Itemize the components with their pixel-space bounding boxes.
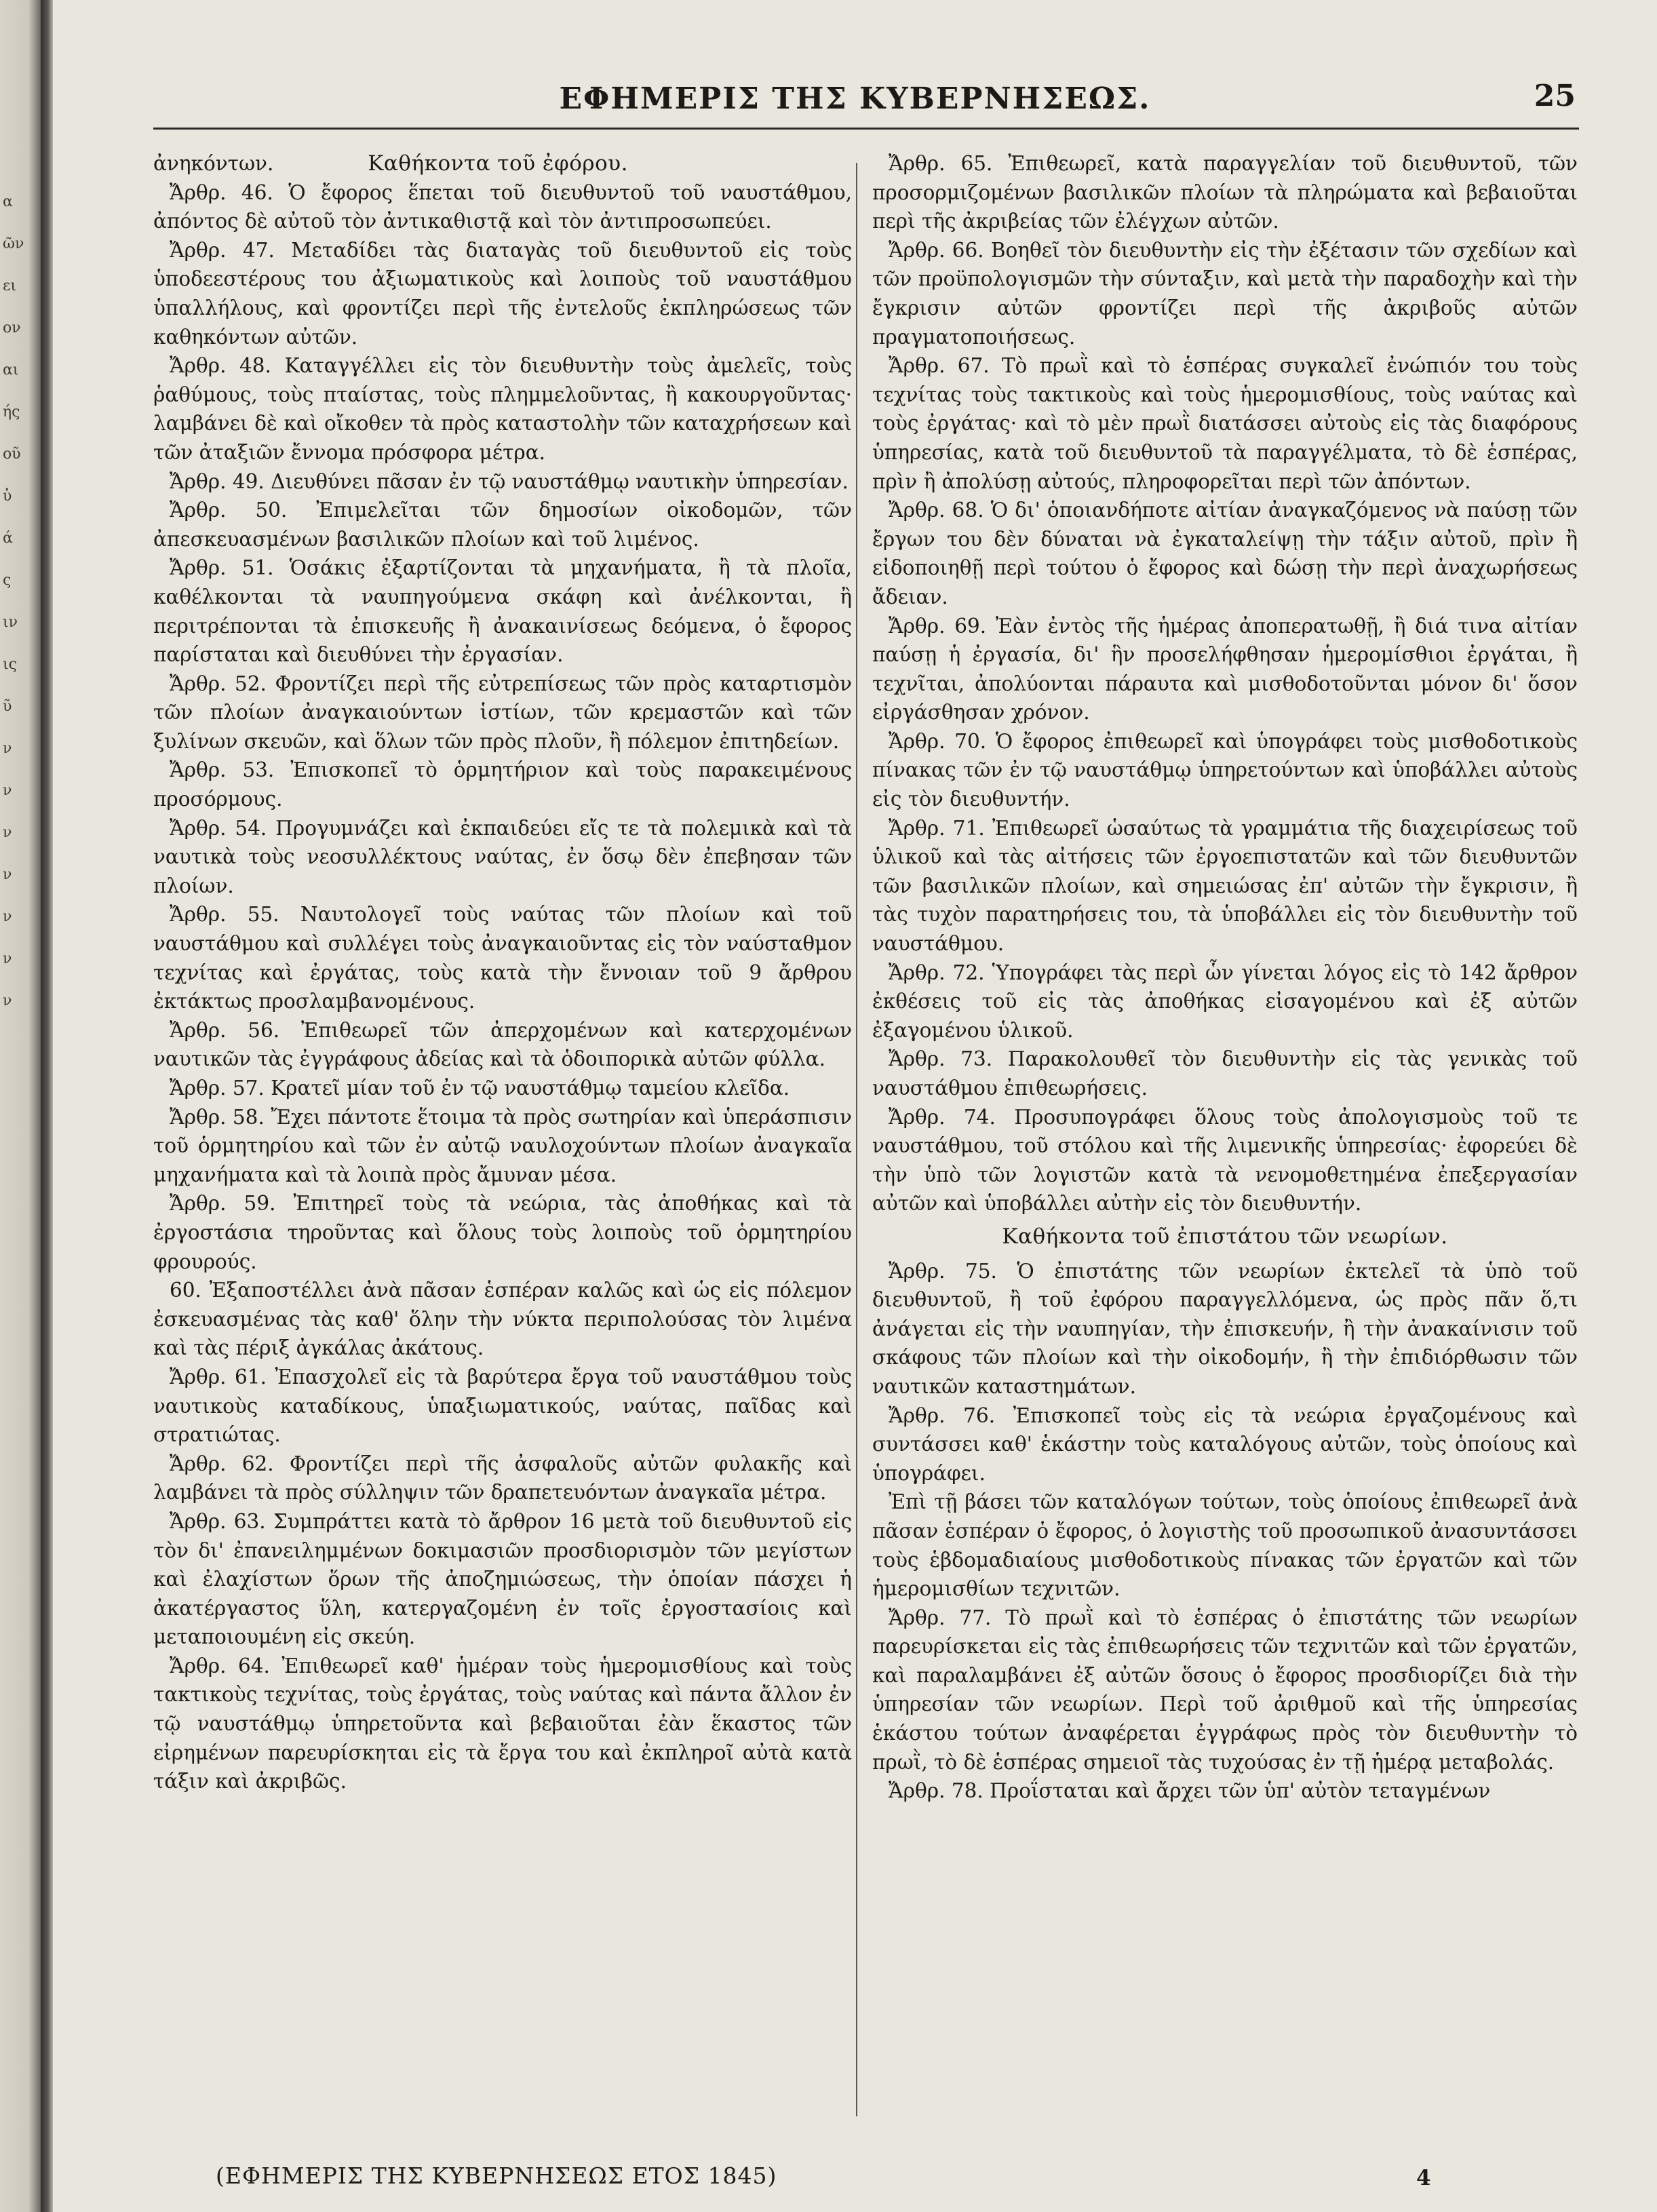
previous-page-fragment: ν xyxy=(3,950,12,967)
left-articles xyxy=(153,178,852,1796)
previous-page-fragment: ς xyxy=(3,572,12,589)
previous-page-fragment: αι xyxy=(3,362,19,379)
article-paragraph: Ἄρθρ. 49. Διευθύνει πᾶσαν ἐν τῷ ναυστάθμῳ ναυτικὴν ὑπηρεσίαν. xyxy=(170,469,849,493)
article-paragraph: Ἄρθρ. 70. Ὁ ἔφορος ἐπιθεωρεῖ καὶ ὑπογράφει τοὺς μισθοδοτικοὺς πίνακας τῶν ἐν τῷ ναυστάθμῳ ὑπηρετούντων καὶ ὑποβάλλει αὐτοὺς εἰς τὸν διευθυντήν. xyxy=(872,729,1578,811)
article-paragraph: Ἄρθρ. 68. Ὁ δι' ὁποιανδήποτε αἰτίαν ἀναγκαζόμενος νὰ παύσῃ τῶν ἔργων του δὲν δύναται νὰ ἐγκαταλείψῃ τὴν τάξιν αὐτοῦ, πρὶν ἢ εἰδοποιηθῇ περὶ τούτου ὁ ἔφορος καὶ δώσῃ τὴν περὶ ἀναχωρήσεως ἄδειαν. xyxy=(872,499,1578,608)
article-paragraph: Ἄρθρ. 69. Ἐὰν ἐντὸς τῆς ἡμέρας ἀποπερατωθῇ, ἢ διά τινα αἰτίαν παύσῃ ἡ ἐργασία, δι' ἣν προσελήφθησαν ἡμερομίσθιοι ἐργάται, ἢ τεχνῖται, ἀπολύονται πάραυτα καὶ μισθοδοτοῦνται μόνον δι' ὅσον εἰργάσθησαν χρόνον. xyxy=(872,614,1578,724)
right-articles-a xyxy=(872,149,1578,1218)
previous-page-fragment: ῦ xyxy=(3,698,12,715)
gazette-page xyxy=(53,0,1657,2212)
article-paragraph: Ἄρθρ. 58. Ἔχει πάντοτε ἕτοιμα τὰ πρὸς σωτηρίαν καὶ ὑπεράσπισιν τοῦ ὁρμητηρίου καὶ τῶν ἐν αὐτῷ ναυλοχούντων πλοίων ἀναγκαῖα μηχανήματα καὶ τὰ λοιπὰ πρὸς ἄμυναν μέσα. xyxy=(153,1105,852,1186)
article-paragraph: Ἄρθρ. 62. Φροντίζει περὶ τῆς ἀσφαλοῦς αὐτῶν φυλακῆς καὶ λαμβάνει τὰ πρὸς σύλληψιν τῶν δραπετευόντων ἀναγκαῖα μέτρα. xyxy=(153,1452,852,1505)
previous-page-fragment: α xyxy=(3,193,13,210)
article-paragraph: Ἄρθρ. 63. Συμπράττει κατὰ τὸ ἄρθρον 16 μετὰ τοῦ διευθυντοῦ εἰς τὸν δι' ἐπανειλημμένων δοκιμασιῶν προσδιορισμὸν τῶν μεγίστων καὶ ἐλαχίστων ὅρων τῆς ἀποζημιώσεως, τὴν ὁποίαν πάσχει ἡ ἀκατέργαστος ὕλη, κατεργαζομένη ἐν τοῖς ἐργοστασίοις καὶ μεταποιουμένη εἰς σκεύη. xyxy=(153,1509,852,1649)
article-paragraph: Ἄρθρ. 46. Ὁ ἔφορος ἕπεται τοῦ διευθυντοῦ τοῦ ναυστάθμου, ἀπόντος δὲ αὐτοῦ τὸν ἀντικαθιστᾷ καὶ τὸν ἀντιπροσωπεύει. xyxy=(153,180,852,233)
book-spine xyxy=(41,0,53,2212)
previous-page-fragment: ιν xyxy=(3,614,18,631)
previous-page-fragment: ν xyxy=(3,992,12,1009)
article-paragraph: Ἄρθρ. 54. Προγυμνάζει καὶ ἐκπαιδεύει εἴς τε τὰ πολεμικὰ καὶ τὰ ναυτικὰ τοὺς νεοσυλλέκτους ναύτας, ἐν ὅσῳ δὲν ἐπεβησαν τῶν πλοίων. xyxy=(153,816,852,897)
page-number: 25 xyxy=(1534,79,1576,113)
previous-page-fragment: ά xyxy=(3,530,13,547)
column-divider xyxy=(856,163,857,2116)
article-paragraph: Ἄρθρ. 75. Ὁ ἐπιστάτης τῶν νεωρίων ἐκτελεῖ τὰ ὑπὸ τοῦ διευθυντοῦ, ἢ τοῦ ἐφόρου παραγγελλόμενα, ὡς πρὸς πᾶν ὅ,τι ἀνάγεται εἰς τὴν ναυπηγίαν, τὴν ἐπισκευήν, ἢ τὴν ἀνακαίνισιν τοῦ σκάφους τῶν πλοίων καὶ τὴν οἰκοδομήν, ἢ τὴν ἐπιδιόρθωσιν τῶν ναυτικῶν καταστημάτων. xyxy=(872,1259,1578,1398)
lead-text: ἀνηκόντων. xyxy=(153,152,274,175)
previous-page-fragment: ής xyxy=(3,404,20,421)
previous-page-fragment: ὑ xyxy=(3,488,12,505)
previous-page-fragment: ον xyxy=(3,319,21,336)
signature-mark: 4 xyxy=(1416,2166,1431,2190)
right-articles-b xyxy=(872,1257,1578,1806)
left-column xyxy=(153,149,852,1796)
article-paragraph: Ἄρθρ. 56. Ἐπιθεωρεῖ τῶν ἀπερχομένων καὶ κατερχομένων ναυτικῶν τὰς ἐγγράφους ἀδείας καὶ τὰ ὁδοιπορικὰ αὐτῶν φύλλα. xyxy=(153,1018,852,1071)
article-paragraph: Ἄρθρ. 57. Κρατεῖ μίαν τοῦ ἐν τῷ ναυστάθμῳ ταμείου κλεῖδα. xyxy=(170,1076,790,1100)
article-paragraph: Ἄρθρ. 51. Ὁσάκις ἐξαρτίζονται τὰ μηχανήματα, ἢ τὰ πλοῖα, καθέλκονται τὰ ναυπηγούμενα σκάφη καὶ ἀνέλκονται, ἢ περιτρέπονται τὰ ἐπισκευῆς ἢ ἀνακαινίσεως δεόμενα, ὁ ἔφορος παρίσταται καὶ διευθύνει τὴν ἐργασίαν. xyxy=(153,556,852,667)
article-paragraph: Ἄρθρ. 67. Τὸ πρωῒ καὶ τὸ ἑσπέρας συγκαλεῖ ἐνώπιόν του τοὺς τεχνίτας τοὺς τακτικοὺς καὶ τοὺς ἡμερομισθίους, τοὺς ναύτας καὶ τοὺς ἐργάτας· καὶ τὸ μὲν πρωῒ διατάσσει αὐτοὺς εἰς τὰς διαφόρους ὑπηρεσίας, κατὰ τοῦ διευθυντοῦ τὰ παραγγέλματα, τὸ δὲ ἑσπέρας, πρὶν ἢ ἀπολύσῃ αὐτούς, πληροφορεῖται περὶ τῶν ἀπόντων. xyxy=(872,354,1578,493)
article-paragraph: Ἄρθρ. 47. Μεταδίδει τὰς διαταγὰς τοῦ διευθυντοῦ εἰς τοὺς ὑποδεεστέρους του ἀξιωματικοὺς καὶ λοιποὺς τοῦ ναυστάθμου ὑπαλλήλους, καὶ φροντίζει περὶ τῆς ἐντελοῦς ἐκπληρώσεως τῶν καθηκόντων αὐτῶν. xyxy=(153,238,852,349)
footer-imprint: (ΕΦΗΜΕΡΙΣ ΤΗΣ ΚΥΒΕΡΝΗΣΕΩΣ ΕΤΟΣ 1845) xyxy=(216,2162,777,2189)
right-column xyxy=(872,149,1578,1806)
article-paragraph: Ἄρθρ. 61. Ἐπασχολεῖ εἰς τὰ βαρύτερα ἔργα τοῦ ναυστάθμου τοὺς ναυτικοὺς καταδίκους, ὑπαξιωματικούς, ναύτας, παῖδας καὶ στρατιώτας. xyxy=(153,1365,852,1447)
article-paragraph: Ἄρθρ. 64. Ἐπιθεωρεῖ καθ' ἡμέραν τοὺς ἡμερομισθίους καὶ τοὺς τακτικοὺς τεχνίτας, τοὺς ἐργάτας, τοὺς ναύτας καὶ πάντα ἄλλον ἐν τῷ ναυστάθμῳ ὑπηρετοῦντα καὶ βεβαιοῦται ἐὰν ἕκαστος τῶν εἰρημένων παρευρίσκηται εἰς τὰ ἔργα του καὶ ἐκπληροῖ αὐτὰ κατὰ τάξιν καὶ ἀκριβῶς. xyxy=(153,1654,852,1793)
article-paragraph: 60. Ἐξαποστέλλει ἀνὰ πᾶσαν ἑσπέραν καλῶς καὶ ὡς εἰς πόλεμον ἐσκευασμένας τὰς καθ' ὅλην τὴν νύκτα περιπολούσας τὸν λιμένα καὶ τὰς πέριξ ἀγκάλας ἀκάτους. xyxy=(153,1279,852,1360)
previous-page-fragment: ῶν xyxy=(3,235,24,252)
section-heading-supervisor: Καθήκοντα τοῦ ἐπιστάτου τῶν νεωρίων. xyxy=(1002,1224,1448,1249)
article-paragraph: Ἄρθρ. 77. Τὸ πρωῒ καὶ τὸ ἑσπέρας ὁ ἐπιστάτης τῶν νεωρίων παρευρίσκεται εἰς τὰς ἐπιθεωρήσεις τῶν τεχνιτῶν καὶ τῶν ἐργατῶν, καὶ παραλαμβάνει ἐξ αὐτῶν ὅσους ὁ ἔφορος προσδιορίζει διὰ τὴν ὑπηρεσίαν τῶν νεωρίων. Περὶ τοῦ ἀριθμοῦ καὶ τῆς ὑπηρεσίας ἑκάστου τούτων ἀναφέρεται ἐγγράφως πρὸς τὸν διευθυντὴν τὸ πρωῒ, τὸ δὲ ἑσπέρας σημειοῖ τὰς τυχούσας ἐν τῇ ἡμέρᾳ μεταβολάς. xyxy=(872,1606,1578,1774)
section-heading-ephor: Καθήκοντα τοῦ ἐφόρου. xyxy=(368,151,628,176)
previous-page-fragment: ν xyxy=(3,824,12,841)
article-paragraph: Ἄρθρ. 48. Καταγγέλλει εἰς τὸν διευθυντὴν τοὺς ἀμελεῖς, τοὺς ῥαθύμους, τοὺς πταίστας, τοὺς πλημμελοῦντας, ἢ κακουργοῦντας· λαμβάνει δὲ καὶ οἴκοθεν τὰ πρὸς καταστολὴν τῶν καταχρήσεων καὶ τῶν ἀταξιῶν ἔννομα πρόσφορα μέτρα. xyxy=(153,354,852,464)
previous-page-fragment: ν xyxy=(3,866,12,883)
article-paragraph: Ἄρθρ. 78. Προΐσταται καὶ ἄρχει τῶν ὑπ' αὐτὸν τεταγμένων xyxy=(889,1779,1491,1803)
article-paragraph: Ἄρθρ. 74. Προσυπογράφει ὅλους τοὺς ἀπολογισμοὺς τοῦ τε ναυστάθμου, τοῦ στόλου καὶ τῆς λιμενικῆς ὑπηρεσίας· ἐφορεύει δὲ τὴν ὑπὸ τῶν λογιστῶν κατὰ τὰ νενομοθετημένα ἐπεξεργασίαν αὐτῶν καὶ ὑποβάλλει αὐτὴν εἰς τὸν διευθυντήν. xyxy=(872,1105,1578,1216)
article-paragraph: Ἄρθρ. 73. Παρακολουθεῖ τὸν διευθυντὴν εἰς τὰς γενικὰς τοῦ ναυστάθμου ἐπιθεωρήσεις. xyxy=(872,1047,1578,1100)
article-paragraph: Ἄρθρ. 66. Βοηθεῖ τὸν διευθυντὴν εἰς τὴν ἐξέτασιν τῶν σχεδίων καὶ τῶν προϋπολογισμῶν τὴν σύνταξιν, καὶ μετὰ τὴν παραδοχὴν καὶ τὴν ἔγκρισιν αὐτῶν φροντίζει περὶ τῆς ἀκριβοῦς αὐτῶν πραγματοποιήσεως. xyxy=(872,238,1578,349)
article-paragraph: Ἄρθρ. 52. Φροντίζει περὶ τῆς εὐτρεπίσεως τῶν πρὸς καταρτισμὸν τῶν πλοίων ἀναγκαιούντων ἱστίων, τῶν κρεμαστῶν καὶ τῶν ξυλίνων σκευῶν, καὶ ὅλων τῶν πρὸς πλοῦν, ἢ πόλεμον ἐπιτηδείων. xyxy=(153,672,852,753)
article-paragraph: Ἄρθρ. 55. Ναυτολογεῖ τοὺς ναύτας τῶν πλοίων καὶ τοῦ ναυστάθμου καὶ συλλέγει τοὺς ἀναγκαιοῦντας εἰς τὸν ναύσταθμον τεχνίτας καὶ ἐργάτας, τοὺς κατὰ τὴν ἔννοιαν τοῦ 9 ἄρθρου ἐκτάκτως προσλαμβανομένους. xyxy=(153,903,852,1013)
article-paragraph: Ἄρθρ. 53. Ἐπισκοπεῖ τὸ ὁρμητήριον καὶ τοὺς παρακειμένους προσόρμους. xyxy=(153,758,852,811)
article-paragraph: Ἄρθρ. 50. Ἐπιμελεῖται τῶν δημοσίων οἰκοδομῶν, τῶν ἀπεσκευασμένων βασιλικῶν πλοίων καὶ τοῦ λιμένος. xyxy=(153,499,852,551)
header-rule xyxy=(153,128,1579,130)
article-paragraph: Ἄρθρ. 72. Ὑπογράφει τὰς περὶ ὧν γίνεται λόγος εἰς τὸ 142 ἄρθρον ἐκθέσεις τοῦ εἰς τὰς ἀποθήκας εἰσαγομένου καὶ ἐξ αὐτῶν ἐξαγομένου ὑλικοῦ. xyxy=(872,961,1578,1042)
running-head: ΕΦΗΜΕΡΙΣ ΤΗΣ ΚΥΒΕΡΝΗΣΕΩΣ. xyxy=(559,81,1151,116)
previous-page-fragment: ν xyxy=(3,908,12,925)
previous-page-fragment: ν xyxy=(3,782,12,799)
previous-page-fragment: οῦ xyxy=(3,446,21,463)
previous-page-edge xyxy=(0,0,41,2212)
article-paragraph: Ἄρθρ. 71. Ἐπιθεωρεῖ ὡσαύτως τὰ γραμμάτια τῆς διαχειρίσεως τοῦ ὑλικοῦ καὶ τὰς αἰτήσεις τῶν ἐργοεπιστατῶν καὶ τῶν διευθυντῶν τῶν βασιλικῶν πλοίων, καὶ σημειώσας ἐπ' αὐτῶν τὴν ἔγκρισιν, ἢ τὰς τυχὸν παρατηρήσεις του, τὰ ὑποβάλλει εἰς τὸν διευθυντὴν τοῦ ναυστάθμου. xyxy=(872,816,1578,956)
previous-page-fragment: ει xyxy=(3,277,17,294)
article-paragraph: Ἐπὶ τῇ βάσει τῶν καταλόγων τούτων, τοὺς ὁποίους ἐπιθεωρεῖ ἀνὰ πᾶσαν ἑσπέραν ὁ ἔφορος, ὁ λογιστὴς τοῦ προσωπικοῦ ἀνασυντάσσει τοὺς ἑβδομαδιαίους μισθοδοτικοὺς πίνακας τῶν ἐργατῶν καὶ τῶν ἡμερομισθίων τεχνιτῶν. xyxy=(872,1490,1578,1601)
previous-page-fragment: ις xyxy=(3,656,17,673)
article-paragraph: Ἄρθρ. 76. Ἐπισκοπεῖ τοὺς εἰς τὰ νεώρια ἐργαζομένους καὶ συντάσσει καθ' ἑκάστην τοὺς καταλόγους αὐτῶν, τοὺς ὁποίους καὶ ὑπογράφει. xyxy=(872,1403,1578,1485)
previous-page-fragment: ν xyxy=(3,740,12,757)
article-paragraph: Ἄρθρ. 65. Ἐπιθεωρεῖ, κατὰ παραγγελίαν τοῦ διευθυντοῦ, τῶν προσορμιζομένων βασιλικῶν πλοίων τὰ πληρώματα καὶ βεβαιοῦται περὶ τῆς ἀκριβείας τῶν ἐλέγχων αὐτῶν. xyxy=(872,152,1578,233)
article-paragraph: Ἄρθρ. 59. Ἐπιτηρεῖ τοὺς τὰ νεώρια, τὰς ἀποθήκας καὶ τὰ ἐργοστάσια τηροῦντας καὶ ὅλους τοὺς λοιποὺς τοῦ ὁρμητηρίου φρουρούς. xyxy=(153,1192,852,1273)
